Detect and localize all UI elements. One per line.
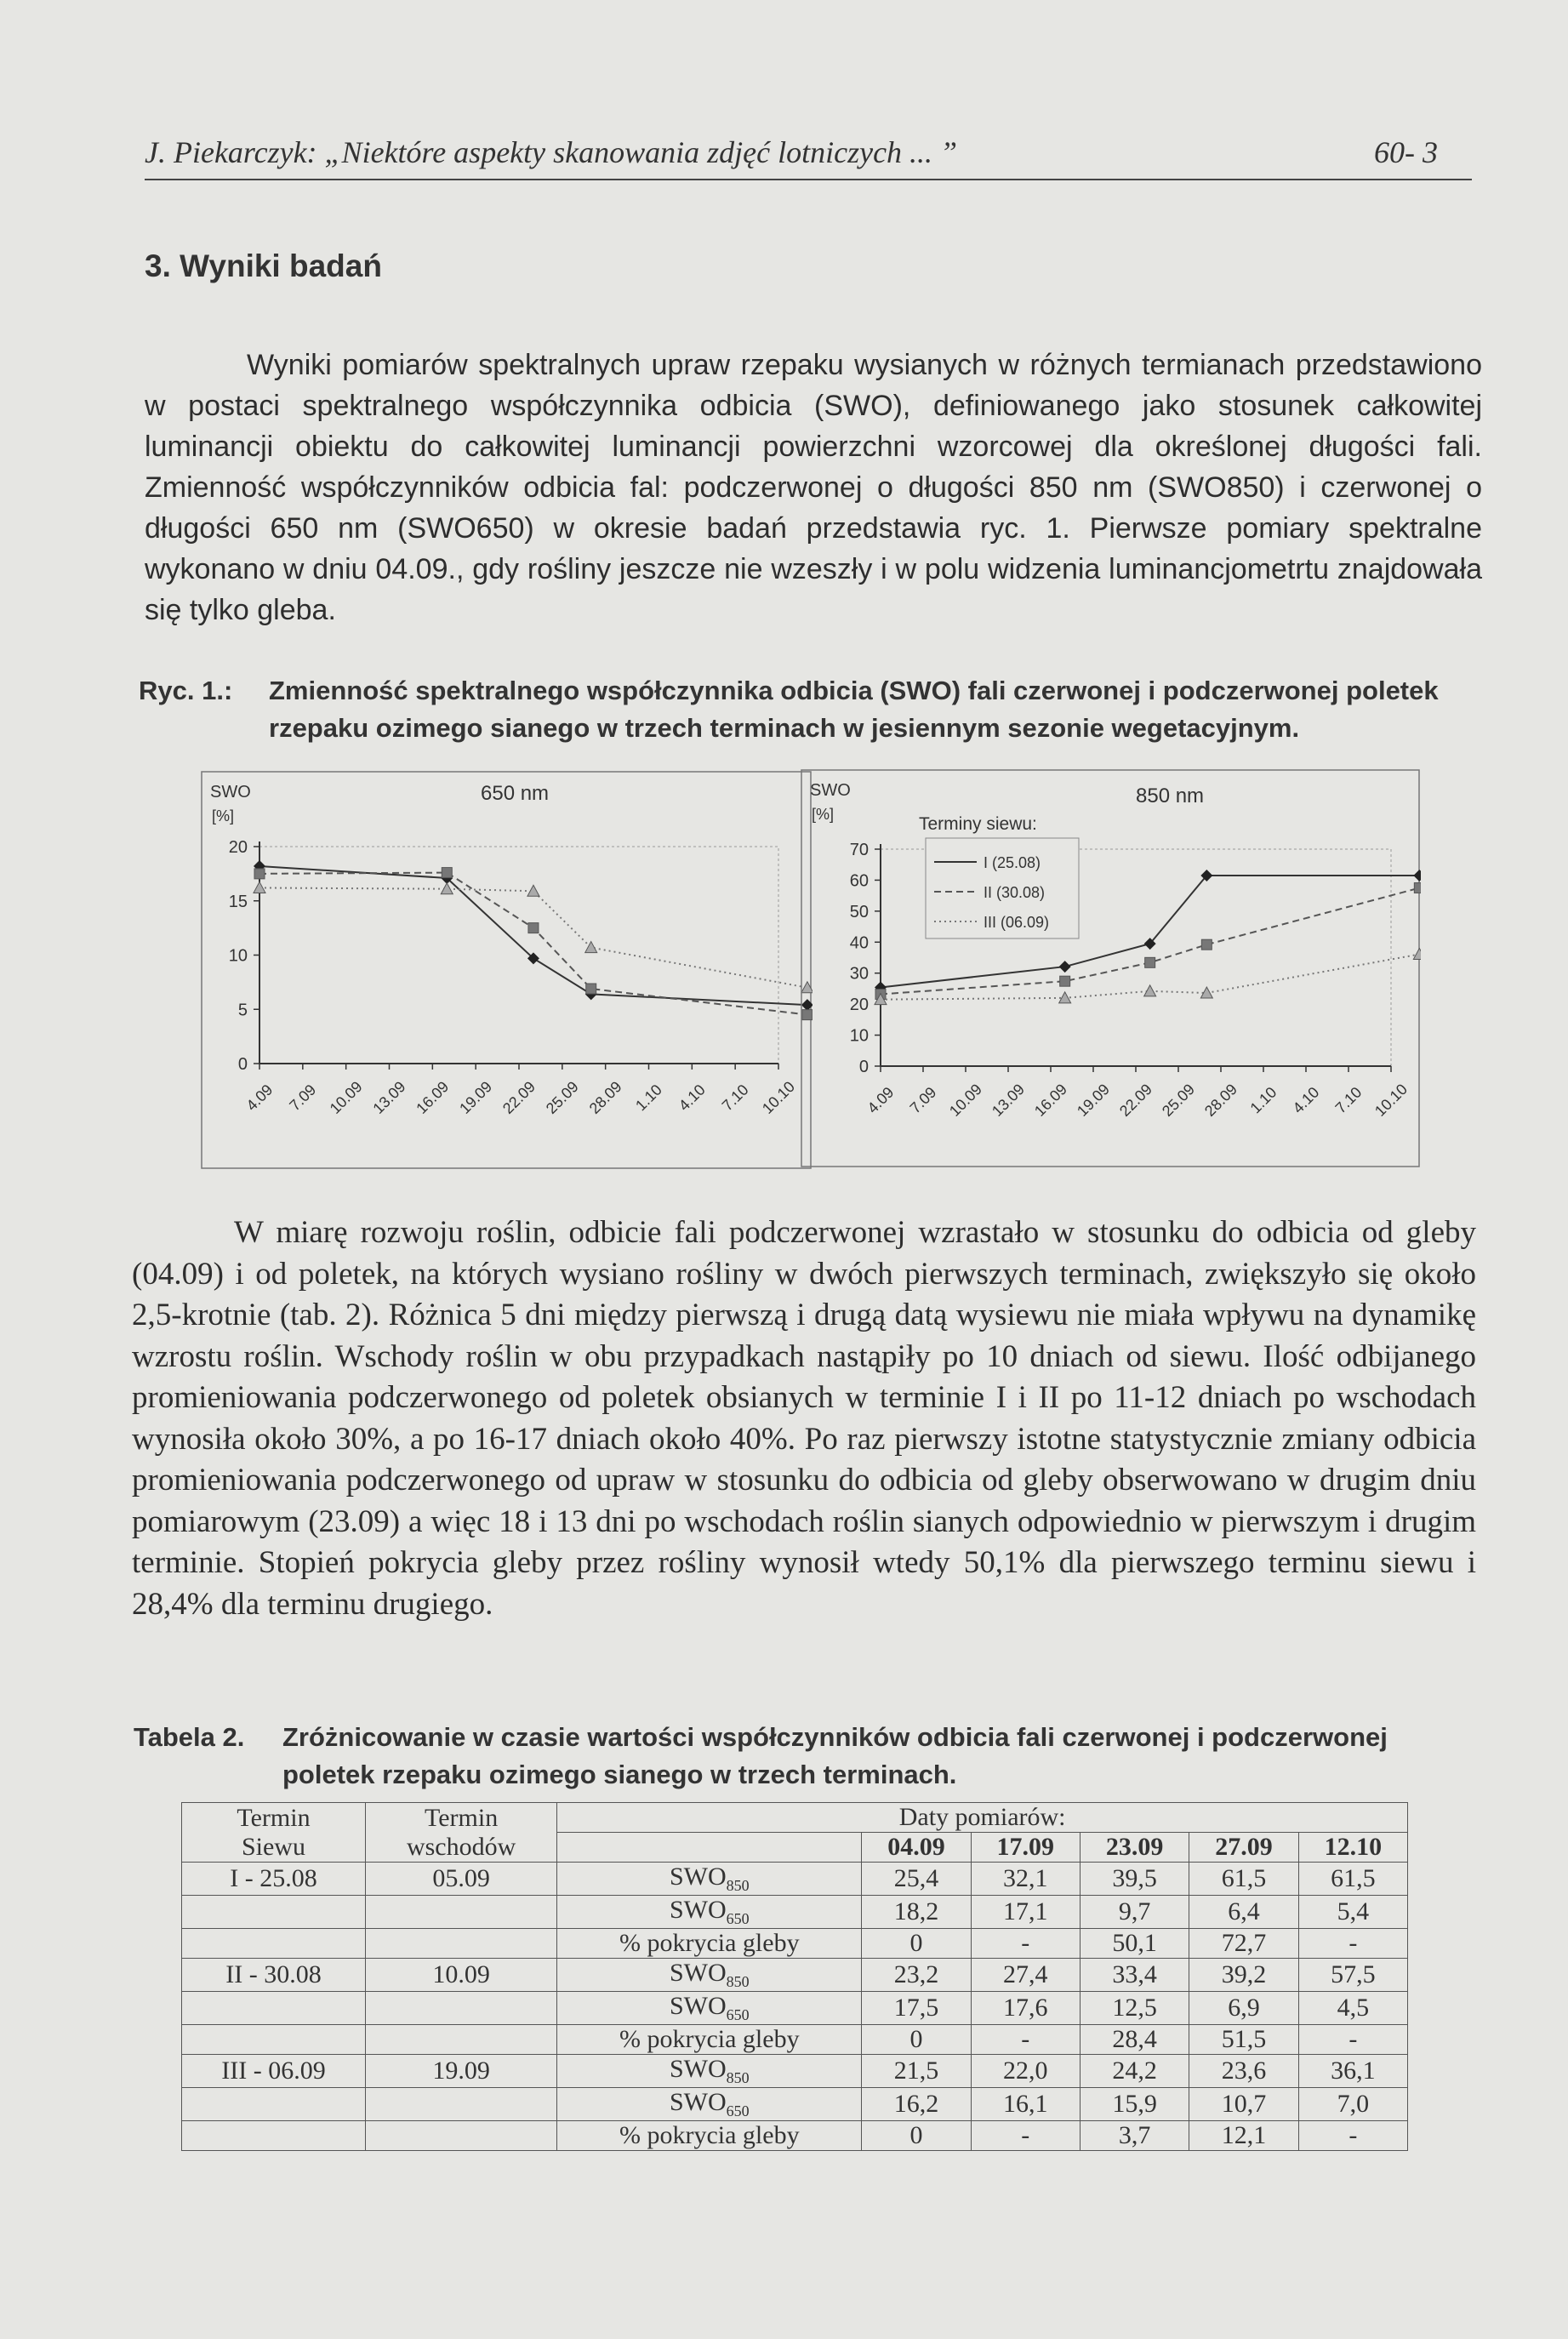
cell-value: 39,2 — [1189, 1959, 1298, 1992]
cell-value: 15,9 — [1080, 2088, 1189, 2121]
y-tick-label: 40 — [849, 933, 869, 953]
cell-value: 36,1 — [1298, 2055, 1407, 2088]
cell-value: 28,4 — [1080, 2025, 1189, 2055]
x-tick-label: 7.10 — [718, 1081, 752, 1115]
x-tick-label: 10.09 — [946, 1081, 985, 1120]
cell-termin-wschodow — [365, 2121, 556, 2151]
parameter-name: SWO — [669, 1896, 727, 1924]
cell-value: 5,4 — [1298, 1896, 1407, 1929]
data-point — [586, 984, 596, 994]
y-tick-label: 10 — [849, 1026, 869, 1046]
x-tick-label: 10.09 — [326, 1078, 366, 1117]
data-point — [1060, 976, 1070, 986]
cell-value: 32,1 — [971, 1863, 1080, 1896]
x-tick-label: 28.09 — [1201, 1081, 1240, 1120]
cell-value: 10,7 — [1189, 2088, 1298, 2121]
cell-value: 72,7 — [1189, 1929, 1298, 1959]
parameter-name: SWO — [669, 2055, 727, 2083]
y-tick-label: 60 — [849, 871, 869, 891]
legend-title: Terminy siewu: — [919, 814, 1037, 834]
x-tick-label: 7.09 — [286, 1081, 320, 1115]
cell-termin-siewu: III - 06.09 — [182, 2055, 366, 2088]
cell-value: 51,5 — [1189, 2025, 1298, 2055]
series-line — [259, 887, 807, 987]
parameter-name: % pokrycia gleby — [619, 2025, 800, 2053]
table-row — [182, 1992, 1408, 2025]
paragraph-results: W miarę rozwoju roślin, odbicie fali podczerwonej wzrastało w stosunku do odbicia od gleby (04.09) i od poletek, na których wysiano rośliny w dwóch pierwszych terminach, zwiększyło się około 2,5-krotnie (tab. 2). Różnica 5 dni między pierwszą i drugą datą wysiewu nie miała wpływu na dynamikę wzrostu roślin. Wschody roślin w obu przypadkach nastąpiły po 10 dniach od siewu. Ilość odbijanego promieniowania podczerwonego od poletek obsianych w terminie I i II po 11-12 dniach po wschodach wynosiła około 30%, a po 16-17 dniach około 40%. Po raz pierwszy istotne statystycznie zmiany odbicia promieniowania podczerwonego od upraw w stosunku do odbicia od gleby obserwowano w drugim dniu pomiarowym (23.09) a więc 18 i 13 dni po wschodach roślin sianych odpowiednio w pierwszym i drugim terminie. Stopień pokrycia gleby przez rośliny wynosił wtedy 50,1% dla pierwszego terminu siewu i 28,4% dla terminu drugiego. — [132, 1215, 1476, 1622]
y-tick-label: 0 — [858, 1058, 869, 1076]
cell-parameter — [557, 1992, 862, 2025]
x-tick-label: 10.10 — [1371, 1081, 1411, 1120]
data-point — [527, 885, 539, 896]
parameter-name: % pokrycia gleby — [619, 2121, 800, 2149]
cell-value: 6,4 — [1189, 1896, 1298, 1929]
parameter-name: SWO — [669, 1959, 727, 1987]
header-termin-wschodow-line2: wschodów — [406, 1832, 516, 1861]
cell-value: 61,5 — [1298, 1863, 1407, 1896]
header-termin-siewu-line1: Termin — [237, 1803, 311, 1832]
x-tick-label: 19.09 — [456, 1078, 496, 1117]
x-tick-label: 10.10 — [759, 1078, 798, 1117]
cell-termin-wschodow — [365, 1992, 556, 2025]
parameter-name: SWO — [669, 2088, 727, 2116]
section-heading: 3. Wyniki badań — [145, 248, 382, 283]
cell-value: - — [1298, 2121, 1407, 2151]
y-axis-label: SWO — [210, 783, 251, 802]
data-point — [254, 869, 265, 879]
cell-value: 12,1 — [1189, 2121, 1298, 2151]
x-tick-label: 7.09 — [906, 1083, 940, 1117]
table-header-row — [182, 1803, 1408, 1833]
parameter-name: SWO — [669, 1992, 727, 2020]
cell-parameter — [557, 1959, 862, 1992]
cell-value: 23,2 — [862, 1959, 971, 1992]
data-point — [1414, 883, 1421, 893]
parameter-name: SWO — [669, 1863, 727, 1891]
page-number: 60- 3 — [1374, 135, 1438, 169]
x-tick-label: 28.09 — [585, 1078, 625, 1117]
x-tick-label: 19.09 — [1074, 1081, 1113, 1120]
y-tick-label: 20 — [849, 996, 869, 1015]
cell-parameter — [557, 2121, 862, 2151]
x-tick-label: 25.09 — [542, 1078, 582, 1117]
cell-termin-wschodow: 05.09 — [365, 1863, 556, 1896]
y-axis-unit: [%] — [812, 806, 835, 823]
cell-value: 9,7 — [1080, 1896, 1189, 1929]
cell-termin-wschodow — [365, 2025, 556, 2055]
table-caption-label: Tabela 2. — [134, 1722, 245, 1752]
chart-title: 650 nm — [481, 782, 550, 805]
data-point — [1413, 870, 1421, 881]
cell-termin-wschodow: 19.09 — [365, 2055, 556, 2088]
cell-parameter — [557, 2055, 862, 2088]
header-parameter-blank — [557, 1833, 862, 1863]
table-row — [182, 2055, 1408, 2088]
cell-termin-siewu — [182, 1929, 366, 1959]
cell-value: 57,5 — [1298, 1959, 1407, 1992]
table-row — [182, 1959, 1408, 1992]
chart-frame — [801, 770, 1419, 1167]
cell-value: 33,4 — [1080, 1959, 1189, 1992]
x-tick-label: 13.09 — [989, 1081, 1028, 1120]
y-tick-label: 5 — [237, 1001, 248, 1020]
data-point — [1145, 957, 1155, 967]
x-tick-label: 1.10 — [632, 1081, 665, 1115]
cell-value: - — [1298, 2025, 1407, 2055]
table-row — [182, 1863, 1408, 1896]
running-header — [145, 128, 1472, 180]
cell-parameter — [557, 1896, 862, 1929]
x-tick-label: 13.09 — [369, 1078, 409, 1117]
cell-termin-wschodow — [365, 1929, 556, 1959]
x-tick-label: 22.09 — [1116, 1081, 1155, 1120]
data-point — [254, 881, 265, 893]
table-row — [182, 2025, 1408, 2055]
date-header: 04.09 — [862, 1833, 971, 1863]
cell-value: 0 — [862, 1929, 971, 1959]
header-daty-pomiarow: Daty pomiarów: — [557, 1803, 1408, 1833]
legend-label: II (30.08) — [984, 884, 1046, 901]
parameter-subscript: 850 — [726, 2069, 750, 2086]
x-tick-label: 4.09 — [864, 1083, 898, 1117]
date-header: 12.10 — [1298, 1833, 1407, 1863]
cell-value: 24,2 — [1080, 2055, 1189, 2088]
chart-850nm — [800, 768, 1421, 1168]
cell-value: 7,0 — [1298, 2088, 1407, 2121]
data-point — [1413, 948, 1421, 959]
header-title: J. Piekarczyk: „Niektóre aspekty skanowania zdjęć lotniczych ... ” — [145, 135, 958, 169]
parameter-subscript: 650 — [726, 2006, 750, 2023]
cell-termin-siewu: II - 30.08 — [182, 1959, 366, 1992]
cell-value: 16,1 — [971, 2088, 1080, 2121]
cell-value: - — [1298, 1929, 1407, 1959]
y-tick-label: 50 — [849, 902, 869, 921]
cell-parameter — [557, 2025, 862, 2055]
data-point — [528, 923, 539, 933]
cell-termin-siewu — [182, 2025, 366, 2055]
cell-value: 17,5 — [862, 1992, 971, 2025]
parameter-subscript: 850 — [726, 1877, 750, 1894]
cell-value: - — [971, 1929, 1080, 1959]
x-tick-label: 4.10 — [1289, 1083, 1323, 1117]
y-tick-label: 20 — [228, 838, 248, 857]
header-termin-siewu-line2: Siewu — [241, 1832, 305, 1861]
cell-value: 17,1 — [971, 1896, 1080, 1929]
cell-value: 0 — [862, 2121, 971, 2151]
x-tick-label: 16.09 — [1031, 1081, 1070, 1120]
y-tick-label: 0 — [237, 1055, 248, 1074]
cell-value: - — [971, 2121, 1080, 2151]
cell-value: 39,5 — [1080, 1863, 1189, 1896]
cell-value: 6,9 — [1189, 1992, 1298, 2025]
cell-value: 3,7 — [1080, 2121, 1189, 2151]
figure-caption-label: Ryc. 1.: — [139, 676, 233, 705]
header-termin-wschodow-line1: Termin — [424, 1803, 499, 1832]
cell-parameter — [557, 1929, 862, 1959]
cell-termin-siewu — [182, 1896, 366, 1929]
cell-value: 23,6 — [1189, 2055, 1298, 2088]
cell-value: 12,5 — [1080, 1992, 1189, 2025]
cell-value: - — [971, 2025, 1080, 2055]
date-header: 23.09 — [1080, 1833, 1189, 1863]
cell-value: 18,2 — [862, 1896, 971, 1929]
y-tick-label: 70 — [849, 841, 869, 859]
date-header: 17.09 — [971, 1833, 1080, 1863]
x-tick-label: 16.09 — [413, 1078, 453, 1117]
legend-label: III (06.09) — [984, 914, 1050, 931]
parameter-subscript: 650 — [726, 2102, 750, 2119]
x-tick-label: 1.10 — [1246, 1083, 1280, 1117]
x-tick-label: 22.09 — [499, 1078, 539, 1117]
parameter-subscript: 850 — [726, 1973, 750, 1990]
cell-termin-wschodow — [365, 2088, 556, 2121]
cell-value: 17,6 — [971, 1992, 1080, 2025]
cell-termin-wschodow: 10.09 — [365, 1959, 556, 1992]
y-axis-unit: [%] — [212, 807, 235, 824]
data-table — [181, 1802, 1408, 2151]
data-point — [442, 868, 452, 878]
cell-termin-siewu — [182, 2121, 366, 2151]
cell-termin-wschodow — [365, 1896, 556, 1929]
data-point — [1201, 939, 1212, 950]
cell-termin-siewu — [182, 2088, 366, 2121]
legend-label: I (25.08) — [984, 854, 1041, 871]
cell-value: 27,4 — [971, 1959, 1080, 1992]
cell-value: 0 — [862, 2025, 971, 2055]
date-header: 27.09 — [1189, 1833, 1298, 1863]
y-tick-label: 30 — [849, 964, 869, 984]
chart-title: 850 nm — [1136, 784, 1205, 807]
cell-value: 61,5 — [1189, 1863, 1298, 1896]
paragraph-intro: Wyniki pomiarów spektralnych upraw rzepaku wysianych w różnych termianach przedstawiono w postaci spektralnego współczynnika odbicia (SWO), definiowanego jako stosunek całkowitej luminancji obiektu do całkowitej luminancji powierzchni wzorcowej dla określonej długości fali. Zmienność współczynników odbicia fal: podczerwonej o długości 850 nm (SWO850) i czerwonej o długości 650 nm (SWO650) w okresie badań przedstawia ryc. 1. Pierwsze pomiary spektralne wykonano w dniu 04.09., gdy rośliny jeszcze nie wzeszły i w polu widzenia luminancjometrtu znajdowała się tylko gleba. — [145, 349, 1482, 626]
table-row — [182, 1896, 1408, 1929]
header-termin-siewu — [182, 1803, 366, 1863]
plot-area — [259, 847, 778, 1064]
parameter-name: % pokrycia gleby — [619, 1929, 800, 1957]
cell-value: 25,4 — [862, 1863, 971, 1896]
x-tick-label: 7.10 — [1331, 1083, 1366, 1117]
cell-value: 16,2 — [862, 2088, 971, 2121]
table-row — [182, 2121, 1408, 2151]
table-row — [182, 1929, 1408, 1959]
cell-parameter — [557, 1863, 862, 1896]
x-tick-label: 4.10 — [675, 1081, 709, 1115]
cell-value: 22,0 — [971, 2055, 1080, 2088]
x-tick-label: 4.09 — [242, 1081, 277, 1115]
cell-value: 50,1 — [1080, 1929, 1189, 1959]
cell-value: 21,5 — [862, 2055, 971, 2088]
cell-value: 4,5 — [1298, 1992, 1407, 2025]
figure-caption-text: Zmienność spektralnego współczynnika odbicia (SWO) fali czerwonej i podczerwonej poletek rzepaku ozimego sianego w trzech terminach w jesiennym sezonie wegetacyjnym. — [269, 676, 1439, 743]
data-point — [441, 883, 453, 894]
table-caption-text: Zróżnicowanie w czasie wartości współczynników odbicia fali czerwonej i podczerwonej poletek rzepaku ozimego sianego w trzech terminach. — [282, 1722, 1388, 1789]
x-tick-label: 25.09 — [1159, 1081, 1198, 1120]
chart-650nm — [200, 770, 813, 1170]
y-tick-label: 10 — [228, 946, 248, 966]
header-termin-wschodow — [365, 1803, 556, 1863]
table-row — [182, 2088, 1408, 2121]
cell-termin-siewu: I - 25.08 — [182, 1863, 366, 1896]
cell-parameter — [557, 2088, 862, 2121]
y-axis-label: SWO — [810, 781, 851, 800]
parameter-subscript: 650 — [726, 1910, 750, 1927]
y-tick-label: 15 — [228, 892, 248, 911]
cell-termin-siewu — [182, 1992, 366, 2025]
data-point — [1059, 961, 1071, 973]
